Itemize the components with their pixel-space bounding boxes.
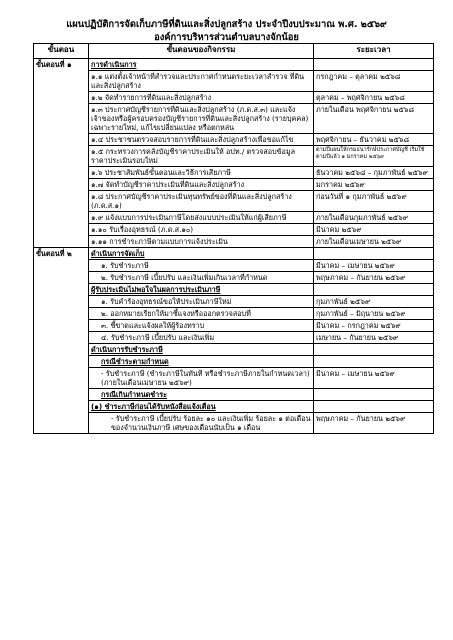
table-row bbox=[34, 272, 434, 284]
step-cell bbox=[34, 356, 89, 368]
column-header-activity: ขั้นตอนของกิจกรรม bbox=[89, 44, 314, 59]
column-header-period: ระยะเวลา bbox=[314, 44, 434, 59]
organization-name: องค์การบริหารส่วนตำบลบางจักน้อย bbox=[154, 32, 299, 43]
activity-cell: ๑.๗ จัดทำบัญชีราคาประเมินที่ดินและสิ่งปลูกสร้าง bbox=[89, 179, 314, 191]
step-cell bbox=[34, 344, 89, 356]
table-row bbox=[34, 284, 434, 296]
table-row bbox=[34, 296, 434, 308]
activity-cell: ๔. รับชำระภาษี เบี้ยปรับ และเงินเพิ่ม bbox=[89, 332, 314, 344]
period-cell: ตามปีแผนให้กรมธนารักษ์ประกาศบัญชี เริ่มใช้ตามปีแล้ว ๑ มกราคม ๒๕๖๙ bbox=[314, 146, 434, 167]
table-row bbox=[34, 356, 434, 368]
activity-cell: ๑.๖ ประชาสัมพันธ์ขั้นตอนและวิธีการเสียภาษี bbox=[89, 167, 314, 179]
activity-cell: ๑.๙ แจ้งแบบการประเมินภาษีโดยส่งแบบประเมินให้แก่ผู้เสียภาษี bbox=[89, 212, 314, 224]
activity-cell: - รับชำระภาษี เบี้ยปรับ ร้อยละ ๑๐ และเงินเพิ่ม ร้อยละ ๑ ต่อเดือน ของจำนวนเงินภาษี เศษของเดือนนับเป็น ๑ เดือน bbox=[89, 413, 314, 434]
step-cell bbox=[34, 134, 89, 146]
step-cell bbox=[34, 179, 89, 191]
table-row bbox=[34, 179, 434, 191]
step-cell bbox=[34, 413, 89, 434]
step-cell bbox=[34, 389, 89, 401]
period-cell: พฤษภาคม – กันยายน ๒๕๖๙ bbox=[314, 272, 434, 284]
activity-cell: กรณีเกินกำหนดชำระ bbox=[89, 389, 314, 401]
table-row bbox=[34, 146, 434, 167]
column-header-step: ขั้นตอน bbox=[34, 44, 89, 59]
period-cell: ภายในเดือนกุมภาพันธ์ ๒๕๖๙ bbox=[314, 212, 434, 224]
activity-cell: ๑.๒ จัดทำรายการที่ดินและสิ่งปลูกสร้าง bbox=[89, 92, 314, 104]
table-row bbox=[34, 344, 434, 356]
step-cell bbox=[34, 272, 89, 284]
action-plan-table bbox=[33, 43, 434, 434]
step-cell bbox=[34, 296, 89, 308]
step-cell bbox=[34, 332, 89, 344]
period-cell: เมษายน – กันยายน ๒๕๖๙ bbox=[314, 332, 434, 344]
activity-cell: ๑. รับชำระภาษี bbox=[89, 260, 314, 272]
table-row bbox=[34, 308, 434, 320]
period-cell: มกราคม ๒๕๖๙ bbox=[314, 179, 434, 191]
period-cell: มีนาคม – เมษายน ๒๕๖๙ bbox=[314, 260, 434, 272]
activity-cell: ๑.๑๐ รับเรื่องอุทธรณ์ (ภ.ด.ส.๑๐) bbox=[89, 224, 314, 236]
activity-cell: ๑.๕ กระทรวงการคลังบัญชีราคาประเมินให้ อปท./ ตรวจสอบข้อมูลราคาประเมินรอบใหม่ bbox=[89, 146, 314, 167]
period-cell bbox=[314, 284, 434, 296]
table-row bbox=[34, 92, 434, 104]
step-cell bbox=[34, 308, 89, 320]
period-cell: กุมภาพันธ์ – มิถุนายน ๒๕๖๙ bbox=[314, 308, 434, 320]
table-row bbox=[34, 224, 434, 236]
activity-cell: ดำเนินการรับชำระภาษี bbox=[89, 344, 314, 356]
period-cell: พฤษภาคม – กันยายน ๒๕๖๙ bbox=[314, 413, 434, 434]
step-cell bbox=[34, 104, 89, 134]
table-header-row bbox=[34, 44, 434, 59]
step-cell bbox=[34, 401, 89, 413]
table-row bbox=[34, 104, 434, 134]
table-body bbox=[34, 59, 434, 434]
step-cell bbox=[34, 191, 89, 212]
period-cell: กรกฎาคม – ตุลาคม ๒๕๖๘ bbox=[314, 71, 434, 92]
activity-cell: ผู้รับประเมินไม่พอใจในผลการประเมินภาษี bbox=[89, 284, 314, 296]
period-cell bbox=[314, 356, 434, 368]
activity-cell: (๑) ชำระภาษีก่อนได้รับหนังสือแจ้งเตือน bbox=[89, 401, 314, 413]
step-cell bbox=[34, 167, 89, 179]
table-row bbox=[34, 260, 434, 272]
period-cell: ก่อนวันที่ ๑ กุมภาพันธ์ ๒๕๖๙ bbox=[314, 191, 434, 212]
period-cell: ภายในเดือน พฤศจิกายน ๒๕๖๘ bbox=[314, 104, 434, 134]
period-cell: มีนาคม – กรกฎาคม ๒๕๖๙ bbox=[314, 320, 434, 332]
activity-cell: กรณีชำระตามกำหนด bbox=[89, 356, 314, 368]
period-cell: มีนาคม – เมษายน ๒๕๖๙ bbox=[314, 368, 434, 389]
activity-cell: ๑.๘ ประกาศบัญชีราคาประเมินทุนทรัพย์ของที่ดินและสิ่งปลูกสร้าง (ภ.ด.ส.๑) bbox=[89, 191, 314, 212]
step-cell: ขั้นตอนที่ ๑ bbox=[34, 59, 89, 71]
table-row bbox=[34, 320, 434, 332]
activity-cell: ๓. ชี้ขาดและแจ้งผลให้ผู้ร้องทราบ bbox=[89, 320, 314, 332]
activity-cell: การดำเนินการ bbox=[89, 59, 314, 71]
table-row bbox=[34, 212, 434, 224]
activity-cell: ๑. รับคำร้องอุทธรณ์ขอให้ประเมินภาษีใหม่ bbox=[89, 296, 314, 308]
step-cell bbox=[34, 224, 89, 236]
table-row bbox=[34, 167, 434, 179]
table-row bbox=[34, 236, 434, 248]
step-cell bbox=[34, 71, 89, 92]
step-cell bbox=[34, 146, 89, 167]
activity-cell: - รับชำระภาษี (ชำระภาษีในทันที หรือชำระภาษีภายในกำหนดเวลา) (ภายในเดือนเมษายน ๒๕๖๙) bbox=[89, 368, 314, 389]
step-cell bbox=[34, 284, 89, 296]
step-cell bbox=[34, 212, 89, 224]
period-cell bbox=[314, 401, 434, 413]
period-cell bbox=[314, 248, 434, 260]
step-cell bbox=[34, 368, 89, 389]
table-row bbox=[34, 191, 434, 212]
activity-cell: ๑.๑๑ การชำระภาษีตามแบบการแจ้งประเมิน bbox=[89, 236, 314, 248]
activity-cell: ๑.๔ ประชาชนตรวจสอบรายการที่ดินและสิ่งปลูกสร้างเพื่อขอแก้ไข bbox=[89, 134, 314, 146]
period-cell: ภายในเดือนเมษายน ๒๕๖๙ bbox=[314, 236, 434, 248]
table-row bbox=[34, 413, 434, 434]
period-cell bbox=[314, 344, 434, 356]
table-row bbox=[34, 248, 434, 260]
table-row bbox=[34, 389, 434, 401]
activity-cell: ๑.๓ ประกาศบัญชีรายการที่ดินและสิ่งปลูกสร้าง (ภ.ด.ส.๓) และแจ้งเจ้าของหรือผู้ครอบครองบัญชีรายการที่ดินและสิ่งปลูกสร้าง (รายบุคคล) เฉพาะรายใหม่, แก้ไขเปลี่ยนแปลง หรือตกหล่น bbox=[89, 104, 314, 134]
period-cell: พฤศจิกายน – ธันวาคม ๒๕๖๘ bbox=[314, 134, 434, 146]
activity-cell: ดำเนินการจัดเก็บ bbox=[89, 248, 314, 260]
step-cell bbox=[34, 260, 89, 272]
table-row bbox=[34, 401, 434, 413]
period-cell: ตุลาคม – พฤศจิกายน ๒๕๖๘ bbox=[314, 92, 434, 104]
table-row bbox=[34, 71, 434, 92]
activity-cell: ๑.๑ แต่งตั้งเจ้าหน้าที่สำรวจและประกาศกำหนดระยะเวลาสำรวจ ที่ดินและสิ่งปลูกสร้าง bbox=[89, 71, 314, 92]
table-row bbox=[34, 332, 434, 344]
table-row bbox=[34, 59, 434, 71]
step-cell bbox=[34, 92, 89, 104]
table-row bbox=[34, 368, 434, 389]
period-cell: กุมภาพันธ์ ๒๕๖๙ bbox=[314, 296, 434, 308]
step-cell: ขั้นตอนที่ ๒ bbox=[34, 248, 89, 260]
activity-cell: ๒. ออกหมายเรียกให้มาชี้แจงหรือออกตรวจสอบที่ bbox=[89, 308, 314, 320]
table-row bbox=[34, 134, 434, 146]
document-title: แผนปฏิบัติการจัดเก็บภาษีที่ดินและสิ่งปลูกสร้าง ประจำปีงบประมาณ พ.ศ. ๒๕๖๙ bbox=[66, 19, 387, 30]
step-cell bbox=[34, 320, 89, 332]
period-cell: มีนาคม ๒๕๖๙ bbox=[314, 224, 434, 236]
period-cell bbox=[314, 59, 434, 71]
step-cell bbox=[34, 236, 89, 248]
activity-cell: ๒. รับชำระภาษี เบี้ยปรับ และเงินเพิ่มเกินเวลาที่กำหนด bbox=[89, 272, 314, 284]
period-cell bbox=[314, 389, 434, 401]
period-cell: ธันวาคม ๒๕๖๘ – กุมภาพันธ์ ๒๕๖๙ bbox=[314, 167, 434, 179]
